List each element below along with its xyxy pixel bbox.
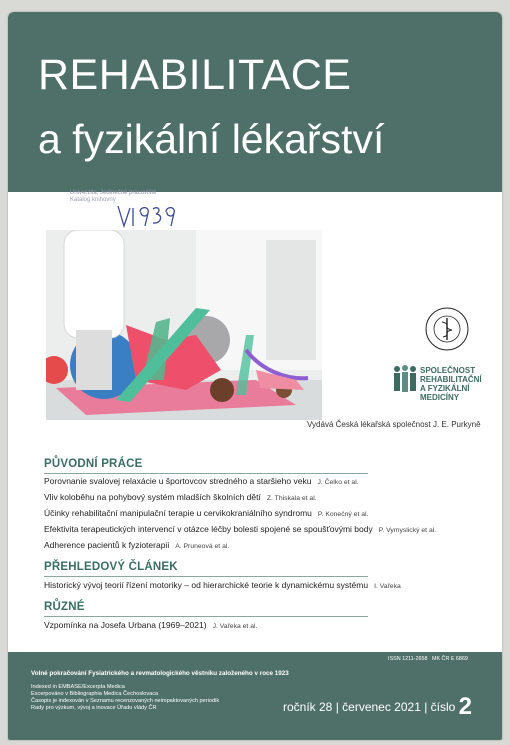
toc-item-author: P. Konečný et al. [317,511,369,518]
footer-index-line: Indexed in EMBASE/Excerpta Medica [31,684,125,690]
footer-index-line: Časopis je indexován v Seznamu recenzovaných neimpaktovaných periodik [31,698,220,704]
section-title-original-works: PŮVODNÍ PRÁCE [44,458,143,470]
publisher-line: Vydává Česká lékařská společnost J. E. Purkyně [307,420,481,429]
toc-item-author: P. Vymyslický et al. [378,527,437,534]
society-figures-icon [392,364,418,394]
toc-item [44,620,257,630]
section-divider [44,576,368,577]
section-title-miscellaneous: RŮZNÉ [44,601,85,613]
toc-item-title: Historický vývoj teorií řízení motoriky – od hierarchické teorie k dynamickému systému [44,580,369,590]
toc-item-author: Z. Thiskala et al. [266,495,317,502]
issue-text: ročník 28 | červenec 2021 | číslo [283,700,456,714]
section-divider [44,616,368,617]
toc-item-title: Efektivita terapeutických intervencí v otázce léčby bolesti spojené se spoušťovými body [44,524,373,534]
society-name-3: A FYZIKÁLNÍ [420,384,470,393]
stamp-line2: Katalog knihovny [70,197,116,203]
toc-item-title: Vzpomínka na Josefa Urbana (1969–2021) [44,620,207,630]
footer-index-line: Rady pro výzkum, vývoj a inovace Úřadu vlády ČR [31,705,157,711]
footer-index-line: Excerpováno v Bibliographia Medica Čechoslovaca [31,691,159,697]
issue-info [283,693,472,721]
section-divider [44,473,368,474]
handwritten-number [114,202,184,230]
toc-item-author: J. Čelko et al. [317,479,359,486]
society-name-2: REHABILITAČNÍ [420,375,482,384]
journal-title-line1: REHABILITACE [38,51,352,99]
toc-item-title: Účinky rehabilitační manipulační terapie u cervikokraniálního syndromu [44,508,312,518]
cover-photo-physiotherapy [46,230,322,420]
society-name-1: SPOLEČNOST [420,366,476,375]
toc-item-title: Vliv koloběhu na pohybový systém mladších školních dětí [44,492,261,502]
toc-item [44,540,229,550]
journal-title-line2: a fyzikální lékařství [38,116,385,162]
stamp-line1: Univerzita, Jedinečné pracoviště [70,190,157,196]
toc-item [44,524,436,534]
footer-heritage-line: Volné pokračování Fysiatrického a revmatologického věstníku založeného v roce 1923 [31,670,289,677]
magazine-cover [8,12,502,740]
issn-number [388,656,468,662]
issn-text: ISSN 1211-2658 [388,656,428,662]
section-title-review: PŘEHLEDOVÝ ČLÁNEK [44,561,178,573]
society-name-4: MEDICÍNY [420,393,460,402]
cover-header [8,12,502,192]
caduceus-seal-icon [424,306,470,352]
society-logo [392,364,496,404]
toc-item [44,580,401,590]
toc-item-title: Porovnanie svalovej relaxácie u športovcov stredného a staršieho veku [44,476,312,486]
toc-item [44,476,359,486]
toc-item [44,508,368,518]
toc-item-author: I. Vařeka [374,583,401,590]
toc-item-title: Adherence pacientů k fyzioterapii [44,540,170,550]
issue-number: 2 [458,693,473,720]
toc-item-author: A. Pruneová et al. [175,543,230,550]
mk-registration: MK ČR E 6869 [431,656,468,662]
toc-item [44,492,317,502]
toc-item-author: J. Vařeka et al. [212,623,258,630]
